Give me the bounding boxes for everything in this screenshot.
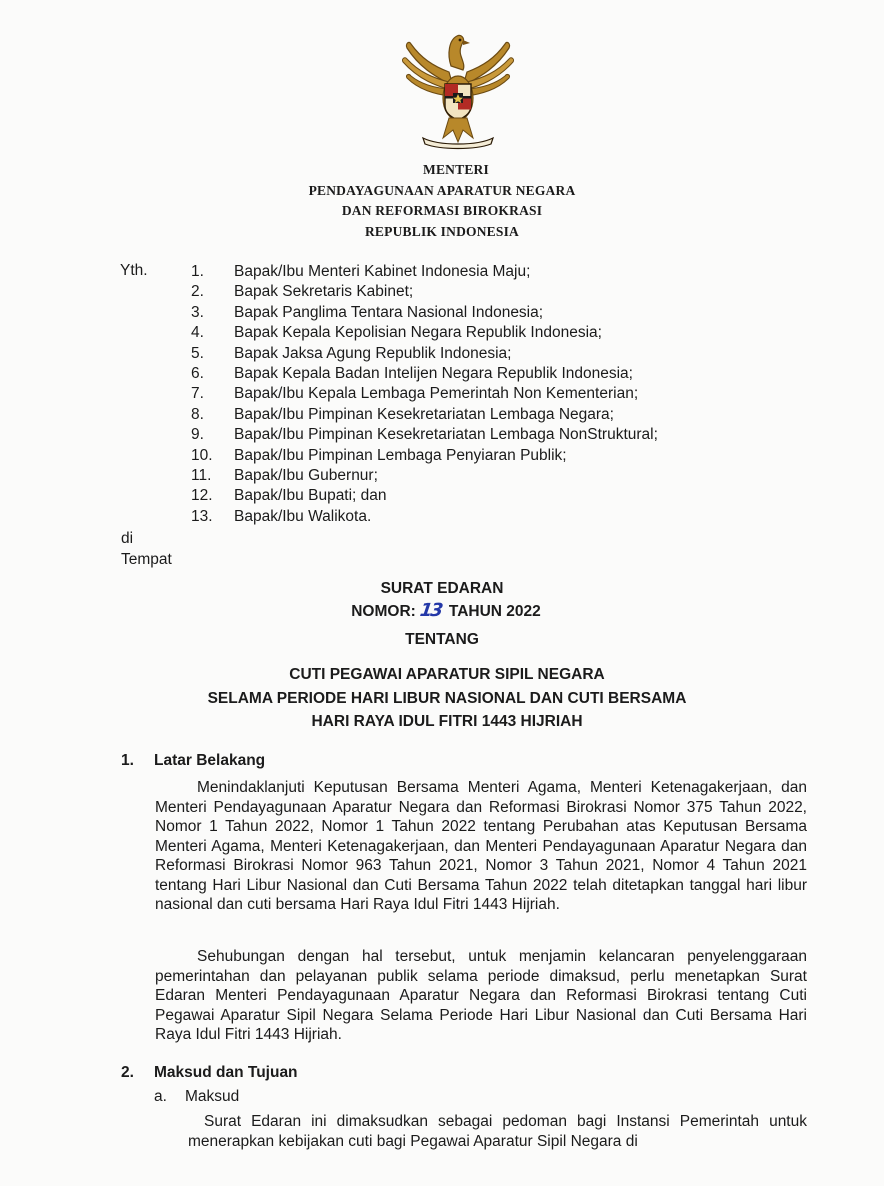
addressee-text: Bapak/Ibu Menteri Kabinet Indonesia Maju; [234,263,531,280]
addressee-number: 13. [191,507,213,525]
subsection-letter: a. [154,1088,167,1105]
document-number-line [0,600,884,621]
tentang-label: TENTANG [405,631,479,648]
addressee-number: 11. [191,466,212,484]
subject-line: SELAMA PERIODE HARI LIBUR NASIONAL DAN CUTI BERSAMA [207,689,687,707]
addressee-number: 3. [191,303,204,321]
addressee-number: 6. [191,364,204,382]
addressee-text: Bapak Kepala Kepolisian Negara Republik Indonesia; [234,324,602,342]
addressee-number: 12. [191,487,213,505]
addressee-text: Bapak Jaksa Agung Republik Indonesia; [234,344,512,362]
addressee-item [191,364,658,384]
addressee-text: Bapak/Ibu Walikota. [234,507,372,525]
addressee-item [191,303,658,323]
addressee-item [191,486,658,506]
location-tempat: Tempat [121,550,172,568]
garuda-pancasila-emblem [399,26,517,150]
addressee-location [121,529,172,570]
addressee-item [191,262,658,282]
addressee-number: 7. [191,385,204,403]
addressee-number: 1. [191,263,204,280]
section-title: Maksud dan Tujuan [154,1064,298,1081]
nomor-label: NOMOR: [351,603,416,620]
subject-line: CUTI PEGAWAI APARATUR SIPIL NEGARA [289,666,605,683]
addressee-item [191,323,658,343]
subject-line: HARI RAYA IDUL FITRI 1443 HIJRIAH [311,713,583,730]
addressee-number: 5. [191,344,204,362]
addressee-item [191,466,658,486]
addressee-number: 4. [191,324,204,342]
section-number: 2. [121,1064,134,1081]
document-subject [0,663,884,734]
addressee-text: Bapak/Ibu Pimpinan Kesekretariatan Lembaga NonStruktural; [234,426,658,444]
addressee-text: Bapak/Ibu Kepala Lembaga Pemerintah Non Kementerian; [234,385,639,403]
addressee-item [191,405,658,425]
addressee-text: Bapak/Ibu Gubernur; [234,466,378,484]
ministry-heading [0,160,884,242]
heading-line-menteri: MENTERI [423,162,489,177]
addressee-text: Bapak/Ibu Pimpinan Kesekretariatan Lembaga Negara; [234,405,614,423]
location-di: di [121,530,134,547]
subsection-heading [154,1088,239,1106]
addressee-item [191,282,658,302]
addressee-number: 8. [191,405,204,423]
addressee-text: Bapak Kepala Badan Intelijen Negara Republik Indonesia; [234,364,633,382]
addressee-number: 2. [191,283,204,301]
section-heading [121,1064,298,1082]
addressee-text: Bapak/Ibu Pimpinan Lembaga Penyiaran Publik; [234,446,567,464]
subsection-paragraph: Surat Edaran ini dimaksudkan sebagai pedoman bagi Instansi Pemerintah untuk menerapkan kebijakan cuti bagi Pegawai Aparatur Sipil Negara di [188,1113,807,1150]
addressee-number: 10. [191,446,213,464]
addressee-number: 9. [191,426,204,444]
addressee-text: Bapak/Ibu Bupati; dan [234,487,387,505]
subsection-title: Maksud [185,1088,240,1105]
addressee-text: Bapak Sekretaris Kabinet; [234,283,414,301]
section-paragraph: Menindaklanjuti Keputusan Bersama Menteri Agama, Menteri Ketenagakerjaan, dan Menteri Pendayagunaan Aparatur Negara dan Reformasi Birokrasi Nomor 375 Tahun 2022, Nomor 1 Tahun 2022, Nomor 1 Tahun 2022 tentang Perubahan atas Keputusan Bersama Menteri Agama, Menteri Ketenagakerjaan, dan Menteri Pendayagunaan Aparatur Negara dan Reformasi Birokrasi Nomor 963 Tahun 2021, Nomor 3 Tahun 2021, Nomor 4 Tahun 2021 tentang Hari Libur Nasional dan Cuti Bersama Tahun 2022 telah ditetapkan tanggal hari libur nasional dan cuti bersama Hari Raya Idul Fitri 1443 Hijriah. [155,779,807,913]
addressee-item [191,425,658,445]
section-paragraph: Sehubungan dengan hal tersebut, untuk menjamin kelancaran penyelenggaraan pemerintahan dan pelayanan publik selama periode dimaksud, perlu menetapkan Surat Edaran Menteri Pendayagunaan Aparatur Negara dan Reformasi Birokrasi tentang Cuti Pegawai Aparatur Sipil Negara Selama Periode Hari Libur Nasional dan Cuti Bersama Hari Raya Idul Fitri 1443 Hijriah. [155,948,807,1043]
handwritten-number: 13 [418,600,443,621]
heading-line-ministry: PENDAYAGUNAAN APARATUR NEGARA [308,182,576,198]
addressee-item [191,384,658,404]
document-type-title: SURAT EDARAN [380,580,504,597]
section-heading [121,752,265,770]
addressee-item [191,507,658,527]
heading-line-country: REPUBLIK INDONESIA [364,223,519,239]
addressee-item [191,344,658,364]
heading-line-reform: DAN REFORMASI BIROKRASI [341,203,543,218]
tahun-label: TAHUN 2022 [448,603,541,620]
addressee-list [191,262,658,527]
addressee-item [191,446,658,466]
addressee-label: Yth. [120,262,148,279]
section-number: 1. [121,752,134,769]
addressee-text: Bapak Panglima Tentara Nasional Indonesia; [234,303,544,321]
section-title: Latar Belakang [154,752,266,769]
